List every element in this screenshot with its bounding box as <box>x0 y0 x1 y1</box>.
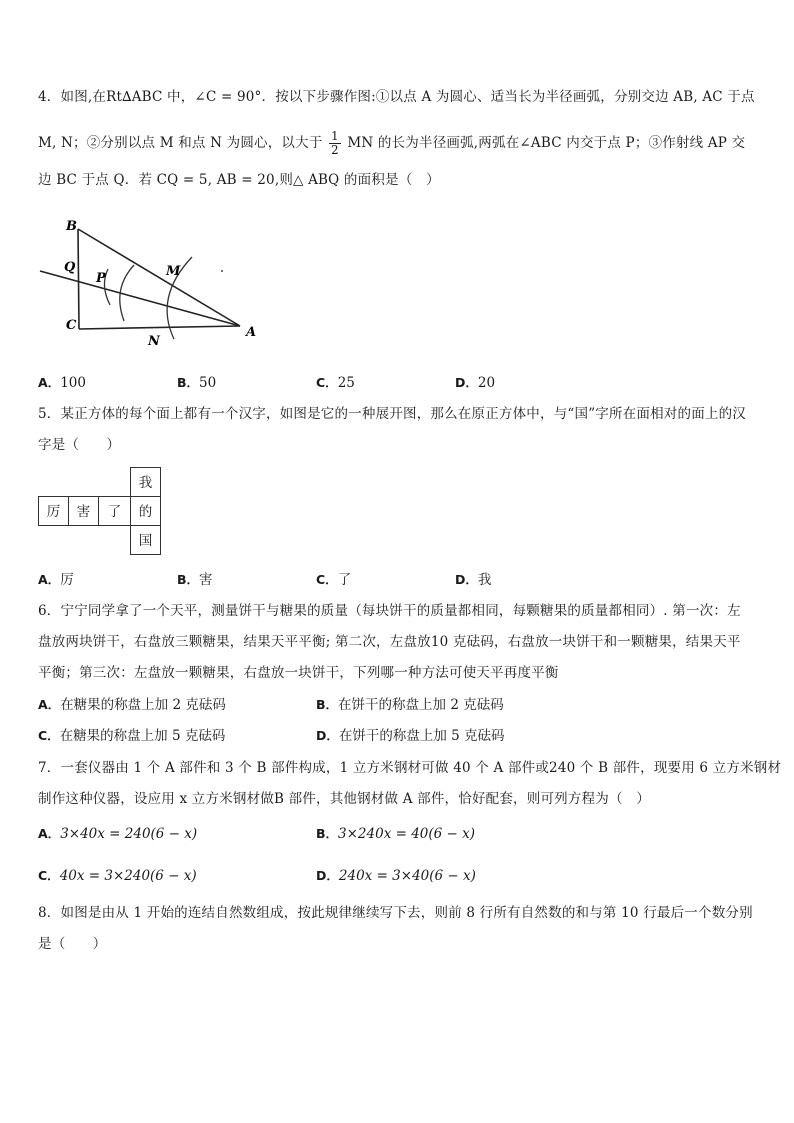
net-cell-1: 厉 <box>38 496 69 526</box>
q8-text-line-2: 是（ ） <box>38 936 107 952</box>
q5-option-c[interactable]: C．了 <box>316 572 352 588</box>
net-cell-3: 了 <box>98 496 131 526</box>
q5-option-a[interactable]: A．厉 <box>38 572 74 588</box>
segment-bc <box>78 229 79 329</box>
q7-text-line-2: 制作这种仪器，设应用 x 立方米钢材做B 部件，其他钢材做 A 部件，恰好配套，则可列方程为（ ） <box>38 791 651 807</box>
q4-text-line-2b: MN 的长为半径画弧,两弧在∠ABC 内交于点 P；③作射线 AP 交 <box>347 135 746 151</box>
net-cell-2: 害 <box>68 496 99 526</box>
fraction-one-half <box>329 130 341 157</box>
q5-text-line-1: 5．某正方体的每个面上都有一个汉字，如图是它的一种展开图，那么在原正方体中，与“国”字所在面相对的面上的汉 <box>38 406 746 422</box>
q5-option-d[interactable]: D．我 <box>455 572 492 588</box>
q6-option-c[interactable]: C．在糖果的称盘上加 5 克砝码 <box>38 728 226 744</box>
q7-option-a[interactable]: A．3×40x = 240(6 − x) <box>38 826 198 842</box>
label-b: B <box>66 219 77 234</box>
q4-option-a[interactable]: A．100 <box>38 375 86 391</box>
q7-text-line-1: 7．一套仪器由 1 个 A 部件和 3 个 B 部件构成，1 立方米钢材可做 40 个 A 部件或240 个 B 部件，现要用 6 立方米钢材 <box>38 760 782 776</box>
label-m: M <box>166 264 181 279</box>
q7-option-c[interactable]: C．40x = 3×240(6 − x) <box>38 868 197 884</box>
q7-option-b[interactable]: B．3×240x = 40(6 − x) <box>316 826 476 842</box>
label-n: N <box>148 334 160 349</box>
net-cell-top: 我 <box>130 467 161 497</box>
q4-text-line-3: 边 BC 于点 Q．若 CQ = 5, AB = 20,则△ ABQ 的面积是（ ） <box>38 172 440 188</box>
q6-text-line-2: 盘放两块饼干，右盘放三颗糖果，结果天平平衡; 第二次，左盘放10 克砝码，右盘放一块饼干和一颗糖果，结果天平 <box>38 634 741 650</box>
label-q: Q <box>64 260 76 275</box>
segment-ca <box>79 326 240 329</box>
label-p: P <box>96 271 106 286</box>
q6-text-line-3: 平衡；第三次：左盘放一颗糖果，右盘放一块饼干，下列哪一种方法可使天平再度平衡 <box>38 665 559 681</box>
label-c: C <box>66 318 77 333</box>
q8-text-line-1: 8．如图是由从 1 开始的连结自然数组成，按此规律继续写下去，则前 8 行所有自然数的和与第 10 行最后一个数分别 <box>38 905 753 921</box>
q5-option-b[interactable]: B．害 <box>177 572 213 588</box>
q4-text-line-1: 4．如图,在Rt∆ABC 中，∠C = 90°．按以下步骤作图:①以点 A 为圆心、适当长为半径画弧，分别交边 AB, AC 于点 <box>38 89 755 105</box>
q6-text-line-1: 6．宁宁同学拿了一个天平，测量饼干与糖果的质量（每块饼干的质量都相同，每颗糖果的质量都相同）. 第一次：左 <box>38 603 741 619</box>
net-cell-bottom: 国 <box>130 525 161 555</box>
fraction-numerator: 1 <box>331 129 339 143</box>
q6-option-a[interactable]: A．在糖果的称盘上加 2 克砝码 <box>38 697 226 713</box>
q4-triangle-figure <box>36 205 276 355</box>
q4-text-line-2a: M, N；②分别以点 M 和点 N 为圆心，以大于 <box>38 135 323 151</box>
stray-dot <box>221 270 223 272</box>
q4-option-d[interactable]: D．20 <box>455 375 496 391</box>
q6-option-d[interactable]: D．在饼干的称盘上加 5 克砝码 <box>316 728 505 744</box>
fraction-denominator: 2 <box>331 143 339 157</box>
label-a: A <box>246 325 257 340</box>
q7-option-d[interactable]: D．240x = 3×40(6 − x) <box>316 868 476 884</box>
q4-option-c[interactable]: C．25 <box>316 375 355 391</box>
q4-option-b[interactable]: B．50 <box>177 375 217 391</box>
net-cell-mid: 的 <box>130 496 161 526</box>
q4-text-line-2 <box>38 130 758 157</box>
q6-option-b[interactable]: B．在饼干的称盘上加 2 克砝码 <box>316 697 504 713</box>
q5-text-line-2: 字是（ ） <box>38 437 121 453</box>
